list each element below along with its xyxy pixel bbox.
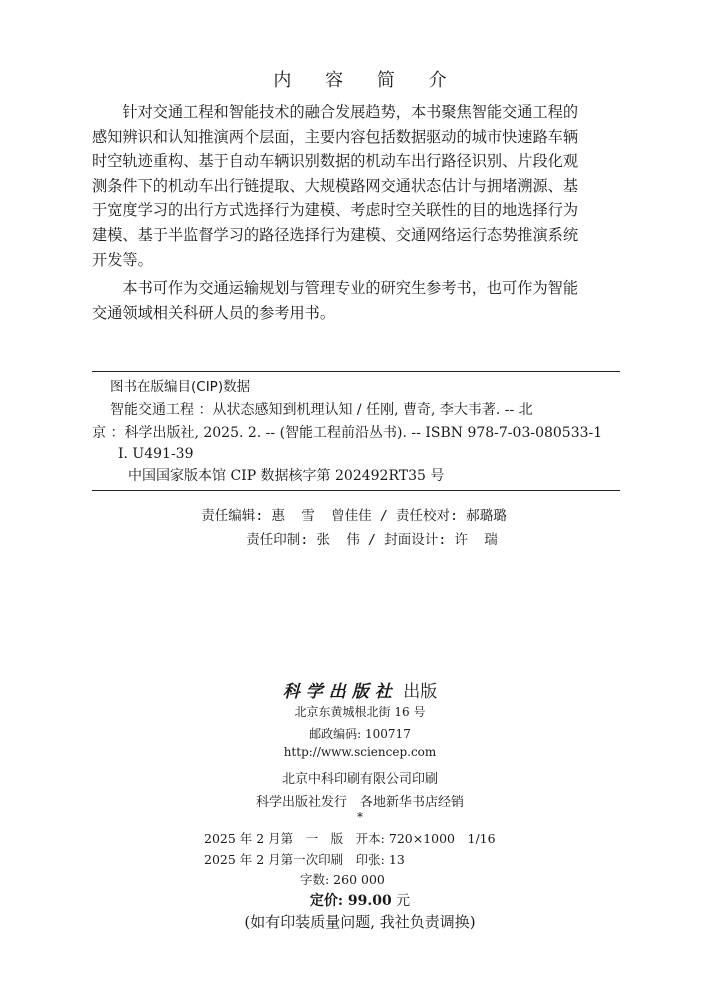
editors-line-1: 责任编辑: 惠 雪 曾佳佳 / 责任校对: 郝璐璐 [201,508,507,524]
summary-line: 开发等。 [92,250,153,269]
publisher-suffix: 出版 [403,682,438,702]
cip-line-4: 中国国家版本馆 CIP 数据核字第 202492RT35 号 [128,468,445,484]
cip-line-2: 京 ：科学出版社, 2025. 2. -- (智能工程前沿丛书). -- ISBN 978-7-03-080533-1 [92,425,603,441]
publisher-name [0,677,720,702]
cip-bottom-rule [92,490,620,491]
distribution-info: 科学出版社发行 各地新华书店经销 [255,795,464,810]
editors-line-2: 责任印制: 张 伟 / 封面设计: 许 瑞 [246,532,498,548]
page-title: 内 容 简 介 [273,70,461,91]
summary-line: 于宽度学习的出行方式选择行为建模、考虑时空关联性的目的地选择行为 [92,201,578,220]
edition-spec-line: 2025 年 2 月第 一 版 开本: 720×1000 1/16 [204,831,496,846]
summary-line: 针对交通工程和智能技术的融合发展趋势，本书聚焦智能交通工程的 [92,103,578,121]
price-unit: 元 [391,893,411,909]
publisher-zip: 邮政编码: 100717 [309,727,411,741]
quality-note: (如有印装质量问题, 我社负责调换) [244,913,476,931]
cip-heading: 图书在版编目(CIP)数据 [110,379,251,395]
publisher-logo: 科学出版社 [282,682,398,702]
printing-spec-line: 2025 年 2 月第一次印刷 印张: 13 [204,852,405,867]
summary-line: 时空轨迹重构、基于自动车辆识别数据的机动车出行路径识别、片段化观 [92,152,578,171]
price [0,890,720,910]
publisher-url: http://www.sciencep.com [283,745,437,759]
cip-line-1: 智能交通工程 ：从状态感知到机理认知 / 任刚, 曹奇, 李大韦著. -- 北 [110,402,533,418]
printer-info: 北京中科印刷有限公司印刷 [281,772,438,787]
summary-line: 本书可作为交通运输规划与管理专业的研究生参考书，也可作为智能 [92,279,578,297]
summary-line: 感知辨识和认知推演两个层面，主要内容包括数据驱动的城市快速路车辆 [92,127,578,146]
publisher-address: 北京东黄城根北街 16 号 [294,705,426,719]
cip-top-rule [92,371,620,372]
price-label: 定价: 99.00 [309,893,392,909]
cip-line-3: Ⅰ. U491-39 [118,446,194,462]
summary-line: 测条件下的机动车出行链提取、大规模路网交通状态估计与拥堵溯源、基 [92,176,578,195]
summary-paragraph-2 [92,276,632,325]
summary-line: 交通领域相关科研人员的参考用书。 [92,303,335,322]
separator-star: * [357,810,363,824]
word-count: 字数: 260 000 [300,872,385,887]
summary-line: 建模、基于半监督学习的路径选择行为建模、交通网络运行态势推演系统 [92,225,578,244]
summary-paragraph-1 [92,100,632,272]
